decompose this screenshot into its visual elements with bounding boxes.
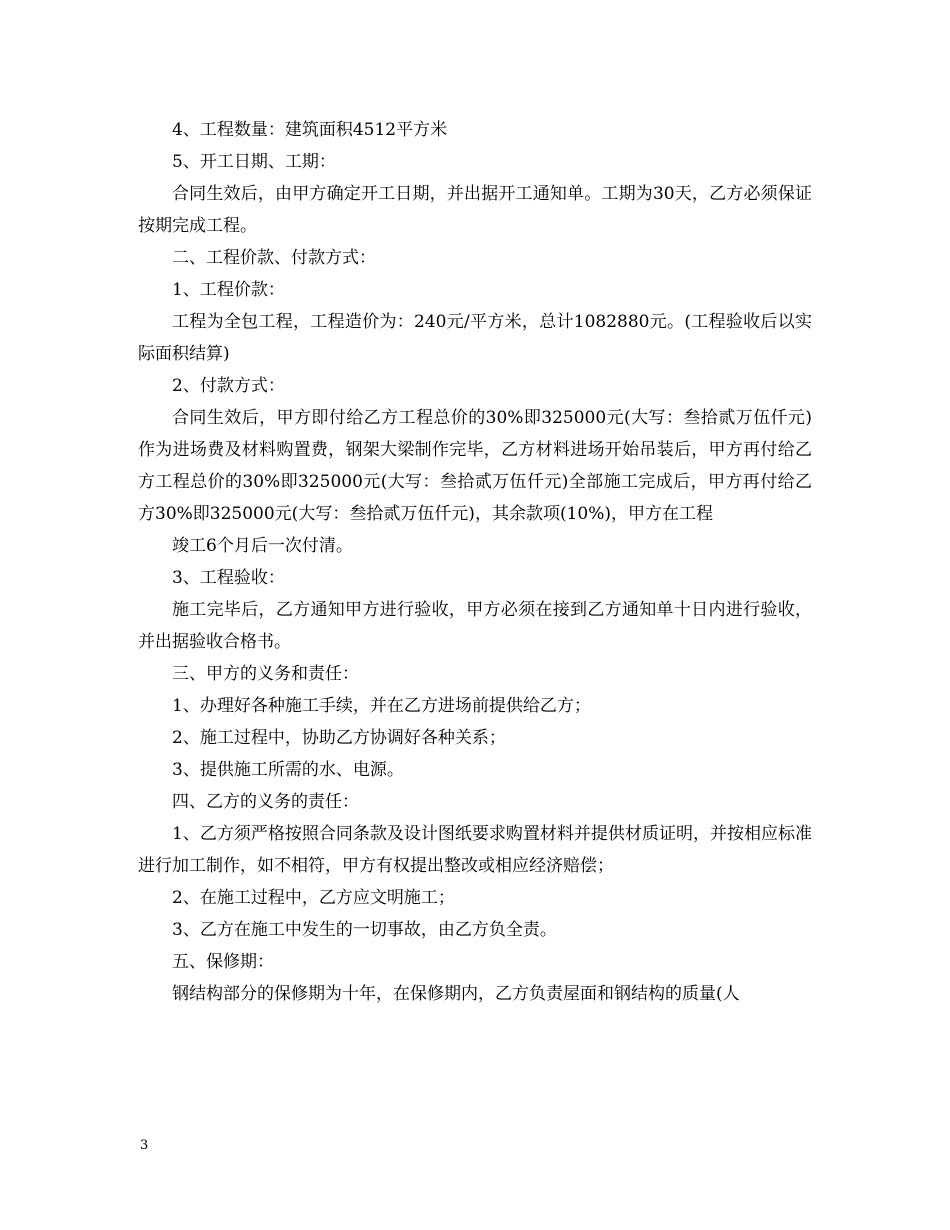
paragraph: 工程为全包工程，工程造价为：240元/平方米，总计1082880元。(工程验收后以实际面积结算) [138, 312, 812, 364]
paragraph: 2、施工过程中，协助乙方协调好各种关系； [172, 728, 506, 748]
paragraph: 竣工6个月后一次付清。 [172, 536, 353, 556]
paragraph: 1、办理好各种施工手续，并在乙方进场前提供给乙方； [172, 696, 591, 716]
paragraph: 3、工程验收： [172, 568, 285, 588]
paragraph: 2、付款方式： [172, 376, 285, 396]
paragraph: 五、保修期： [172, 952, 274, 972]
paragraph: 1、乙方须严格按照合同条款及设计图纸要求购置材料并提供材质证明，并按相应标准进行加工制作，如不相符，甲方有权提出整改或相应经济赔偿； [138, 824, 812, 876]
paragraph: 2、在施工过程中，乙方应文明施工； [172, 888, 455, 908]
paragraph: 四、乙方的义务的责任： [172, 792, 359, 812]
paragraph: 3、乙方在施工中发生的一切事故，由乙方负全责。 [172, 920, 557, 940]
paragraph: 钢结构部分的保修期为十年，在保修期内，乙方负责屋面和钢结构的质量(人 [172, 984, 740, 1004]
paragraph: 合同生效后，由甲方确定开工日期，并出据开工通知单。工期为30天，乙方必须保证按期完成工程。 [138, 184, 812, 236]
paragraph: 1、工程价款： [172, 280, 285, 300]
paragraph: 合同生效后，甲方即付给乙方工程总价的30%即325000元(大写：叁拾贰万伍仟元)作为进场费及材料购置费，钢架大梁制作完毕，乙方材料进场开始吊装后，甲方再付给乙方工程总价的30%即325000元(大写：叁拾贰万伍仟元)全部施工完成后，甲方再付给乙方30%即325000元(大写：叁拾贰万伍仟元)，其余款项(10%)，甲方在工程 [138, 408, 812, 524]
paragraph: 二、工程价款、付款方式： [172, 248, 376, 268]
document-body [138, 114, 812, 1010]
paragraph: 5、开工日期、工期： [172, 152, 336, 172]
paragraph: 三、甲方的义务和责任： [172, 664, 359, 684]
page-number: 3 [140, 1138, 149, 1153]
paragraph: 4、工程数量：建筑面积4512平方米 [172, 120, 448, 140]
paragraph: 3、提供施工所需的水、电源。 [172, 760, 404, 780]
paragraph: 施工完毕后，乙方通知甲方进行验收，甲方必须在接到乙方通知单十日内进行验收，并出据验收合格书。 [138, 600, 812, 652]
